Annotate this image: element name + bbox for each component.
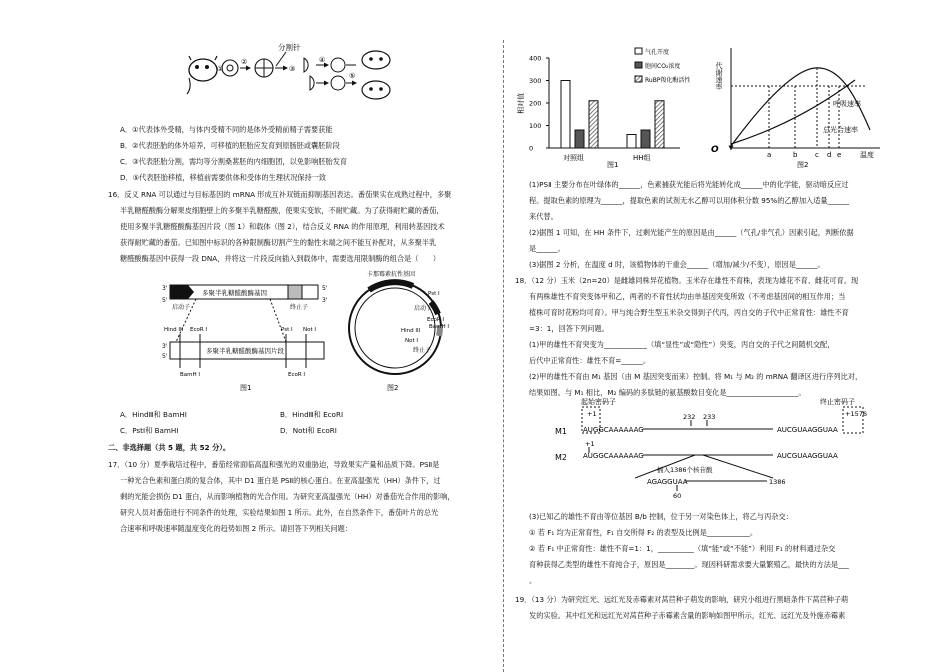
zoom-lines — [176, 299, 286, 342]
q16-figure-2-plasmid — [343, 270, 453, 395]
position-label: 232 — [683, 413, 696, 421]
resistance-label: 卡那霉素抗性基因 — [367, 271, 416, 278]
position-label: +1576 — [845, 410, 867, 418]
m1-right-seq: AUCGUAAGGUAA — [777, 426, 838, 434]
q17-line: 17．（10 分）夏季栽培过程中，番茄经常面临高温和强光的双重胁迫，导致果实产量和品质下降。PSⅡ是 — [108, 460, 440, 469]
legend-swatch — [635, 76, 642, 82]
enzyme-label: Pst I — [428, 291, 440, 297]
promoter-arrow — [178, 285, 194, 299]
terminator-block — [288, 285, 302, 299]
x-tick: b — [793, 151, 798, 159]
embryo-cell — [331, 76, 345, 90]
fragment-label: 多聚半乳糖醛酸酶基因片段 — [206, 347, 284, 355]
q17-subquestion: 来代替。 — [529, 212, 558, 221]
insertion-label: 插入1386个核苷酸 — [657, 466, 713, 474]
enzyme-label: Pst I — [281, 327, 293, 333]
split-embryos — [304, 58, 314, 90]
end-label: 5' — [162, 297, 168, 304]
legend-label: RuBP羧化酶活性 — [645, 77, 691, 84]
q17-figure-1-bar-chart — [515, 40, 700, 168]
terminator-label: 终止子 — [290, 304, 309, 311]
figure-caption: 图2 — [387, 384, 399, 392]
q16-option-c[interactable]: C．PstⅠ和 BamHⅠ — [120, 426, 179, 435]
q16-line: 使用多聚半乳糖醛酸酶基因片段（图 1）和载体（图 2），结合反义 RNA 的作用原理，利用转基因技术 — [120, 222, 445, 231]
enzyme-label: BamH I — [180, 372, 201, 378]
section-title: 二、非选择题（共 5 题，共 52 分）。 — [108, 443, 231, 452]
q17-line: 一种光合色素和蛋白质的复合体，其中 D1 蛋白是 PSⅡ的核心蛋白。在亚高温强光（HH）条件下，过 — [120, 476, 441, 485]
q17-line: 剩的光能会损伤 D1 蛋白，从而影响植物的光合作用。为研究亚高温强光（HH）对番茄光合作用的影响， — [120, 492, 455, 501]
m2-label: M2 — [555, 453, 567, 462]
position-label: +1 — [587, 410, 597, 418]
enzyme-label: Not I — [303, 327, 317, 333]
group-label: HH组 — [633, 154, 651, 162]
column-divider — [503, 40, 504, 672]
recipient-cow-icon — [362, 51, 390, 99]
end-label: 3' — [322, 297, 328, 304]
q17-line: 合速率和呼吸速率随温度变化的趋势如图 2 所示。请回答下列相关问题： — [120, 524, 352, 533]
q18-line: 18．（12 分）玉米（2n=20）是雌雄同株异花植物。玉米存在雄性不育株，表现为雄花不育、雌花可育。现 — [515, 276, 859, 285]
q17-subquestion: (2)据图 1 可知，在 HH 条件下，过剩光能产生的原因是由______（气孔/非气孔）因素引起，判断依据 — [529, 228, 854, 237]
group-label: 对照组 — [563, 154, 584, 162]
m1-left-seq: AUGGCAAAAAAG — [583, 426, 644, 434]
bars — [561, 81, 664, 149]
terminator-label: 终止子 — [413, 347, 432, 354]
enzyme-label: Hind III — [164, 327, 184, 333]
mrna-sequence-diagram — [555, 396, 885, 500]
plasmid-ring-inner — [355, 288, 435, 368]
q19-line: 发的实验。其中红光和远红光对莴苣种子赤霉素含量的影响如图甲所示，红光、远红光及外施赤霉素 — [529, 611, 846, 620]
x-tick: a — [767, 151, 772, 159]
q18-line: 有两株雄性不育突变体甲和乙，两者的不育性状均由单基因突变所致（不考虑基因间的相互作用；当 — [529, 292, 846, 301]
q16-line: 半乳糖醛酸酶分解果皮细胞壁上的多聚半乳糖醛酸，使果实变软，不耐贮藏。为了获得耐贮藏的番茄， — [120, 206, 444, 215]
end-label: 5' — [162, 353, 168, 360]
y-tick-label: 100 — [529, 122, 542, 130]
q15-option-c[interactable]: C．③代表胚胎分割，需均等分割桑葚胚的内细胞团，以免影响胚胎发育 — [120, 157, 348, 166]
q17-subquestion: 程。提取色素的原理为______，提取色素的试剂无水乙醇可以用体积分数 95%的乙醇加入适量______ — [529, 196, 850, 205]
enzyme-label: EcoR I — [288, 372, 306, 378]
x-axis-label: 温度 — [860, 151, 874, 159]
q18-line: =3：1，回答下列问题。 — [529, 324, 609, 333]
enzyme-label: BamH I — [429, 324, 450, 330]
step-label: ① — [217, 65, 224, 73]
y-tick-label: 200 — [529, 99, 542, 108]
step-label: ④ — [319, 56, 326, 64]
q18-line: (1)甲的雄性不育突变为____________（填“显性”或“隐性”）突变，丙自交的子代之间随机交配， — [529, 340, 835, 349]
enzyme-label: Not I — [405, 338, 419, 344]
resistance-gene — [369, 282, 413, 290]
legend-label: 胞间CO₂浓度 — [645, 63, 681, 70]
insertion-sequence: AGAGGUAA — [647, 478, 688, 486]
x-tick: e — [837, 151, 842, 159]
y-tick-label: 400 — [529, 54, 542, 63]
legend-label: 气孔开度 — [645, 49, 670, 56]
bar — [641, 130, 650, 148]
embryo-cell — [331, 58, 345, 72]
nucleus — [227, 65, 233, 71]
stop-codon-label: 终止密码子 — [820, 398, 855, 406]
q16-option-d[interactable]: D．NotⅠ和 EcoRⅠ — [280, 426, 337, 435]
q18-line: (3)已知乙的雄性不育由等位基因 B/b 控制，位于另一对染色体上，将乙与丙杂交： — [529, 512, 793, 521]
enzyme-label: EcoR I — [427, 317, 445, 323]
q17-subquestion: (3)据图 2 分析，在温度 d 时，该植物体的干重会______（增加/减少/不变），原因是______。 — [529, 260, 825, 269]
q17-figure-2-curves — [705, 40, 900, 168]
bar — [561, 81, 570, 149]
gene-label: 多聚半乳糖醛酸酶基因 — [202, 289, 267, 297]
end-label: 5' — [322, 285, 328, 292]
position-label: 60 — [673, 492, 682, 500]
position-label: 233 — [703, 413, 716, 421]
legend-swatch — [635, 62, 642, 68]
bar — [575, 130, 584, 148]
curve-label: 总光合速率 — [823, 126, 858, 134]
bar — [627, 135, 636, 149]
q18-line: 结果如图。与 M₁ 相比，M₂ 编码的多肽链的氨基酸数目变化是____________________。 — [529, 388, 806, 397]
step-label: ③ — [289, 65, 296, 73]
bar — [655, 101, 664, 148]
q15-option-d[interactable]: D．⑤代表胚胎移植，移植前需要供体和受体的生理状况保持一致 — [120, 173, 327, 182]
position-label: 1386 — [769, 478, 786, 486]
gene-end-block — [170, 285, 178, 299]
needle-label: 分割针 — [278, 43, 301, 52]
y-tick-label: 0 — [529, 144, 534, 153]
enzyme-label: Hind III — [401, 328, 421, 334]
q16-line: 糖醛酸酶基因中获得一段 DNA，并将这一片段反向插入到载体中，需要选用限制酶的组合是（ ） — [120, 254, 440, 263]
end-label: 3' — [162, 285, 168, 292]
q18-line: 育种获得乙类型的雄性不育纯合子，原因是________。现因科研需求要大量繁殖乙，最快的方法是___ — [529, 560, 849, 569]
q17-subquestion: 是______。 — [529, 244, 565, 253]
figure-caption: 图1 — [240, 384, 252, 392]
q16-option-a[interactable]: A．HindⅢ和 BamHⅠ — [120, 410, 187, 419]
respiration-curve — [731, 80, 855, 144]
zygote-cell — [222, 60, 238, 76]
position-label: +1 — [585, 440, 595, 448]
q16-line: 获得耐贮藏的番茄。已知图中标识的各种限制酶切割产生的黏性末端之间不能互补配对，从多聚半乳 — [120, 238, 437, 247]
q15-option-a[interactable]: A．①代表体外受精，与体内受精不同的是体外受精前精子需要获能 — [120, 125, 333, 134]
promoter-label: 启动子 — [172, 304, 191, 311]
curve-label: 呼吸速率 — [833, 100, 861, 108]
q18-line: 植株可育时花粉均可育）。甲与纯合野生型玉米杂交得到子代丙，丙自交的子代中正常育性：雄性不育 — [529, 308, 849, 317]
end-label: 3' — [162, 343, 168, 350]
q18-line: ② 若 F₁ 中正常育性：雄性不育=1：1，__________（填“能”或“不能”）利用 F₁ 的材料通过杂交 — [529, 544, 836, 553]
m1-label: M1 — [555, 427, 567, 436]
q18-line: 。 — [529, 576, 537, 585]
y-axis-label: 代谢速率 — [715, 62, 723, 90]
needle — [276, 52, 286, 66]
x-tick: c — [815, 151, 819, 159]
start-codon-label: 起始密码子 — [581, 398, 616, 406]
q18-line: 后代中正常育性：雄性不育=______。 — [529, 356, 651, 365]
q19-line: 19．（13 分）为研究红光、远红光及赤霉素对莴苣种子萌发的影响，研究小组进行黑暗条件下莴苣种子萌 — [515, 595, 849, 604]
q17-subquestion: (1)PSⅡ 主要分布在叶绿体的______，色素捕获光能后将光能转化成______中的化学能，驱动暗反应过 — [529, 180, 849, 189]
x-tick: d — [827, 151, 832, 159]
q16-option-b[interactable]: B．HindⅢ和 EcoRⅠ — [280, 410, 344, 419]
step-label: ⑤ — [349, 72, 356, 80]
donor-cow-icon — [187, 56, 217, 94]
m2-left-seq: AUGGCAAAAAAG — [583, 452, 644, 460]
q15-option-b[interactable]: B．②代表胚胎的体外培养，可移植的胚胎应发育到原肠胚或囊胚阶段 — [120, 141, 340, 150]
q18-line: ① 若 F₁ 均为正常育性，F₁ 自交所得 F₂ 的表型及比例是____________。 — [529, 528, 758, 537]
y-ticks — [529, 55, 549, 153]
q16-figure-1 — [158, 276, 333, 394]
step-label: ② — [241, 58, 248, 66]
legend-swatch — [635, 48, 642, 54]
bar — [589, 101, 598, 148]
figure-caption: 图1 — [607, 161, 619, 168]
y-axis-label: 相对值 — [517, 93, 525, 114]
origin-label: O — [711, 145, 719, 155]
q18-line: (2)甲的雄性不育由 M₁ 基因（由 M 基因突变而来）控制。将 M₁ 与 M₂ 的 mRNA 翻译区进行序列比对， — [529, 372, 863, 381]
promoter-label: 启动子 — [414, 305, 433, 312]
q17-line: 研究人员对番茄进行不同条件的处理，实验结果如图 1 所示。此外，在自然条件下，番茄叶片的总光 — [120, 508, 439, 517]
m2-right-seq: AUCGUAAGGUAA — [777, 452, 838, 460]
y-tick-label: 300 — [529, 77, 542, 85]
embryo-transfer-diagram — [186, 40, 396, 110]
q16-line: 16．反义 RNA 可以通过与目标基因的 mRNA 形成互补双链而抑制基因表达。番茄果实在成熟过程中，多聚 — [108, 190, 452, 199]
enzyme-label: EcoR I — [190, 327, 208, 333]
figure-caption: 图2 — [797, 161, 809, 168]
